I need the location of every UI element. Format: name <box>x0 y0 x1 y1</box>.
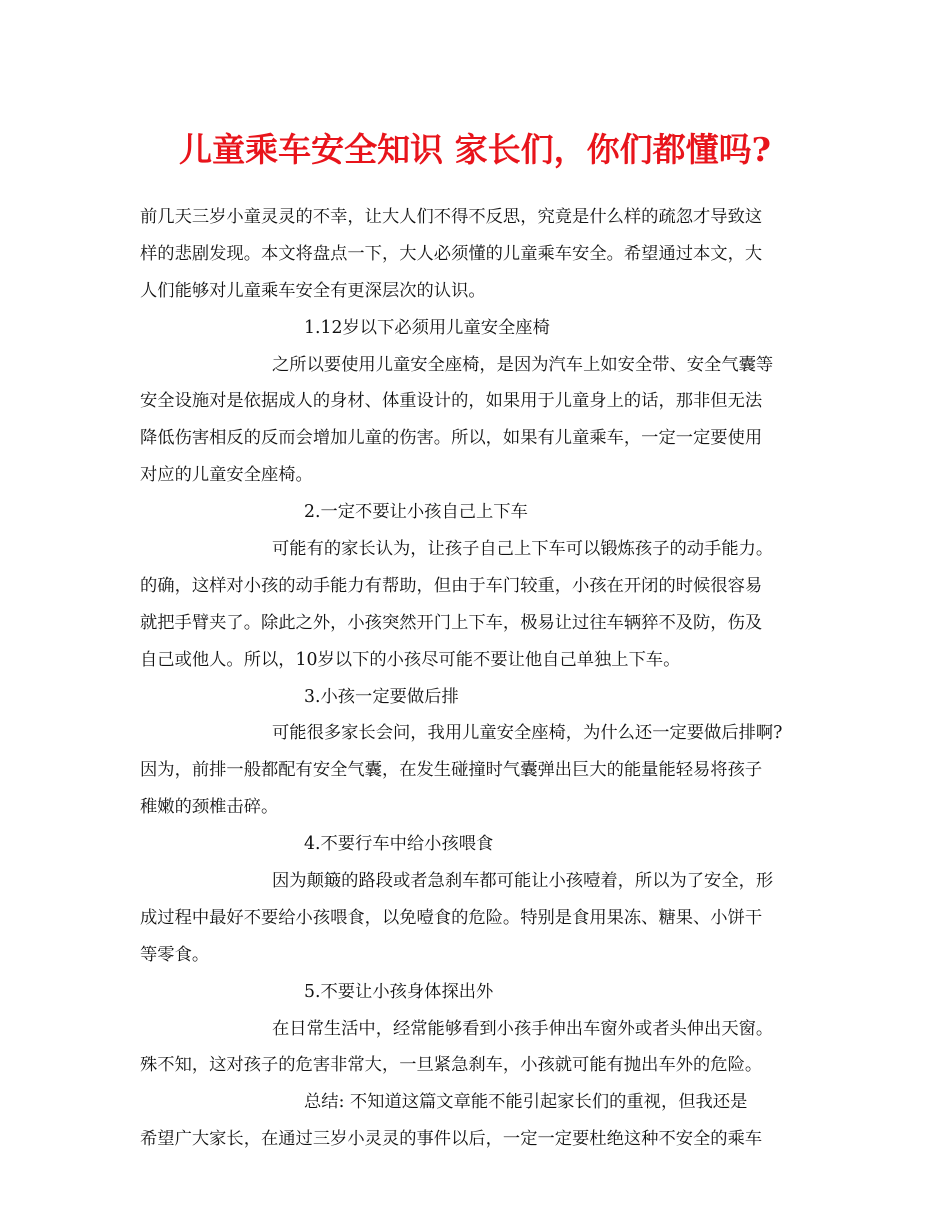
section-5-line-1: 在日常生活中，经常能够看到小孩手伸出车窗外或者头伸出天窗。 <box>272 1018 774 1039</box>
section-1-line-3: 降低伤害相反的反而会增加儿童的伤害。所以，如果有儿童乘车，一定一定要使用 <box>140 428 763 449</box>
document-body <box>140 199 816 1158</box>
section-1-line-4: 对应的儿童安全座椅。 <box>140 465 313 486</box>
intro-line-3: 人们能够对儿童乘车安全有更深层次的认识。 <box>140 280 486 301</box>
section-3-line-3: 稚嫩的颈椎击碎。 <box>140 797 279 818</box>
document-title: 儿童乘车安全知识 家长们，你们都懂吗? <box>179 130 771 169</box>
section-1-line-1: 之所以要使用儿童安全座椅，是因为汽车上如安全带、安全气囊等 <box>272 354 774 375</box>
intro-line-1: 前几天三岁小童灵灵的不幸，让大人们不得不反思，究竟是什么样的疏忽才导致这 <box>140 207 763 227</box>
section-3-line-1: 可能很多家长会问，我用儿童安全座椅，为什么还一定要做后排啊? <box>272 723 783 744</box>
section-2-line-3: 就把手臂夹了。除此之外，小孩突然开门上下车，极易让过往车辆猝不及防，伤及 <box>140 612 763 633</box>
section-4-line-3: 等零食。 <box>140 944 210 965</box>
summary-line-2: 希望广大家长，在通过三岁小灵灵的事件以后，一定一定要杜绝这种不安全的乘车 <box>140 1129 763 1150</box>
section-4-line-1: 因为颠簸的路段或者急刹车都可能让小孩噎着，所以为了安全，形 <box>272 871 774 892</box>
section-heading-4: 4.不要行车中给小孩喂食 <box>304 834 494 855</box>
section-1-line-2: 安全设施对是依据成人的身材、体重设计的，如果用于儿童身上的话，那非但无法 <box>140 391 763 412</box>
section-heading-2: 2.一定不要让小孩自己上下车 <box>304 502 528 523</box>
section-heading-1: 1.12岁以下必须用儿童安全座椅 <box>304 317 550 338</box>
section-2-line-1: 可能有的家长认为，让孩子自己上下车可以锻炼孩子的动手能力。 <box>272 539 774 560</box>
section-2-line-2: 的确，这样对小孩的动手能力有帮助，但由于车门较重，小孩在开闭的时候很容易 <box>140 575 763 596</box>
section-heading-5: 5.不要让小孩身体探出外 <box>304 981 494 1002</box>
section-4-line-2: 成过程中最好不要给小孩喂食，以免噎食的危险。特别是食用果冻、糖果、小饼干 <box>140 907 763 928</box>
intro-line-2: 样的悲剧发现。本文将盘点一下，大人必须懂的儿童乘车安全。希望通过本文，大 <box>140 243 763 264</box>
section-2-line-4: 自己或他人。所以，10岁以下的小孩尽可能不要让他自己单独上下车。 <box>140 649 681 670</box>
section-heading-3: 3.小孩一定要做后排 <box>304 686 459 707</box>
section-5-line-2: 殊不知，这对孩子的危害非常大，一旦紧急刹车，小孩就可能有抛出车外的危险。 <box>140 1055 763 1076</box>
summary-line-1: 总结: 不知道这篇文章能不能引起家长们的重视，但我还是 <box>304 1092 748 1113</box>
section-3-line-2: 因为，前排一般都配有安全气囊，在发生碰撞时气囊弹出巨大的能量能轻易将孩子 <box>140 760 763 781</box>
